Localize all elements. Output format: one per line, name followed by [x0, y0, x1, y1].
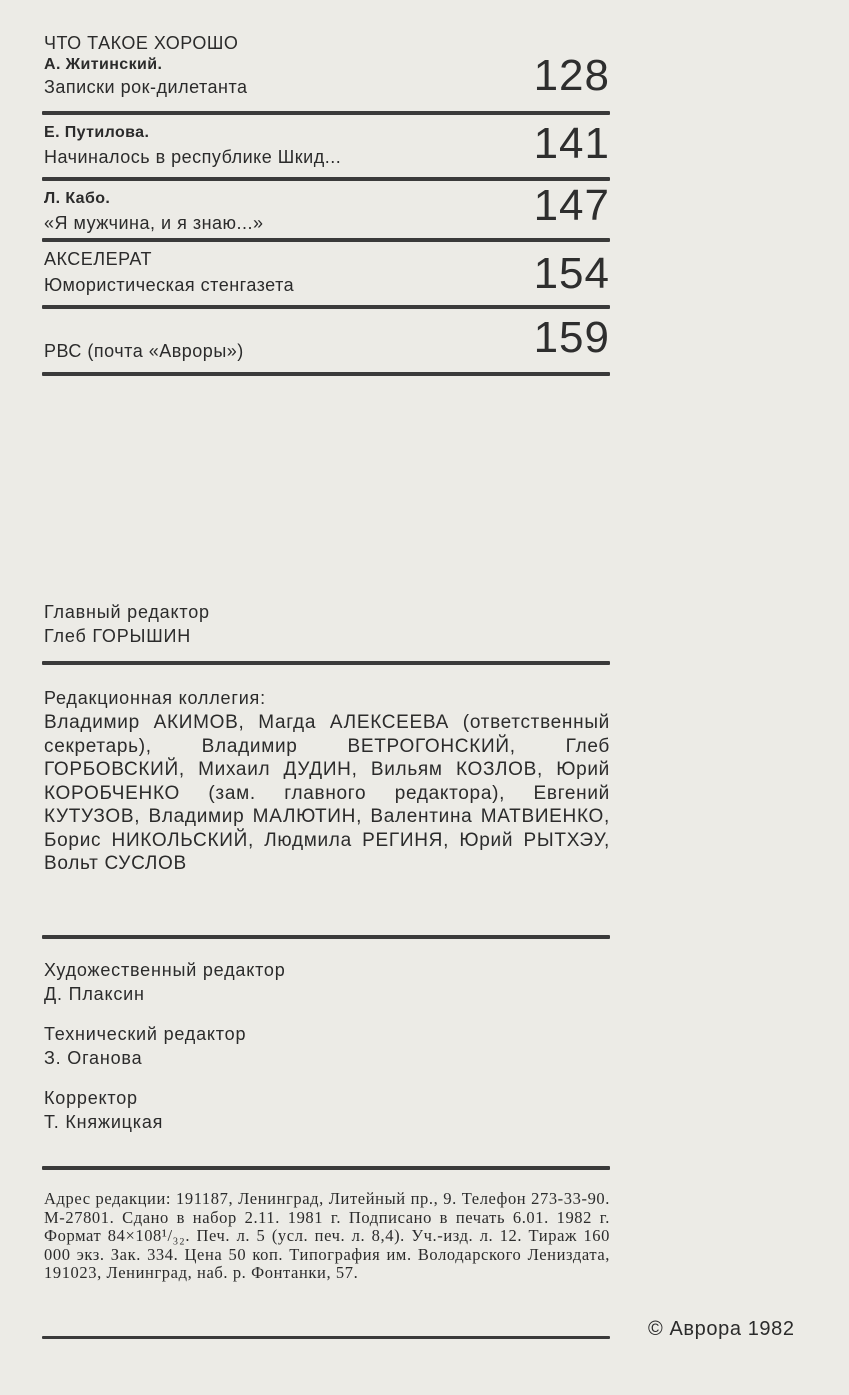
- divider: [42, 372, 610, 376]
- toc-entry: [44, 181, 610, 234]
- toc-entry: [44, 119, 610, 168]
- staff-block: [44, 958, 610, 1134]
- entry-author: Л. Кабо.: [44, 190, 111, 207]
- staff-role: Корректор: [44, 1088, 138, 1108]
- staff-entry: [44, 958, 610, 1006]
- imprint-text: Адрес редакции: 191187, Ленинград, Литейный пр., 9. Телефон 273-33-90. М-27801. Сдано в набор 2.11. 1981 г. Подписано в печать 6.01. 1982 г. Формат 84×108¹/₃₂. Печ. л. 5 (усл. печ. л. 8,4). Уч.-изд. л. 12. Тираж 160 000 экз. Зак. 334. Цена 50 коп. Типография им. Володарского Лениздата, 191023, Ленинград, наб. р. Фонтанки, 57.: [44, 1189, 610, 1282]
- board-members: Владимир АКИМОВ, Магда АЛЕКСЕЕВА (ответственный секретарь), Владимир ВЕТРОГОНСКИЙ, Глеб ГОРБОВСКИЙ, Михаил ДУДИН, Вильям КОЗЛОВ, Юрий КОРОБЧЕНКО (зам. главного редактора), Евгений КУТУЗОВ, Владимир МАЛЮТИН, Валентина МАТВИЕНКО, Борис НИКОЛЬСКИЙ, Людмила РЕГИНЯ, Юрий РЫТХЭУ, Вольт СУСЛОВ: [44, 712, 610, 874]
- toc-entry: [44, 248, 610, 296]
- page-number: 154: [533, 249, 610, 298]
- staff-name: З. Оганова: [44, 1048, 143, 1068]
- page-number: 159: [533, 313, 610, 362]
- entry-author: Е. Путилова.: [44, 124, 150, 141]
- entry-author: А. Житинский.: [44, 56, 163, 73]
- copyright: © Аврора 1982: [648, 1318, 795, 1340]
- toc-entry: [44, 32, 610, 98]
- divider: [42, 1336, 610, 1339]
- staff-name: Т. Княжицкая: [44, 1112, 164, 1132]
- divider: [42, 111, 610, 115]
- board-role: Редакционная коллегия:: [44, 688, 266, 708]
- entry-title: «Я мужчина, и я знаю...»: [44, 213, 264, 233]
- entry-title: Записки рок-дилетанта: [44, 77, 248, 97]
- divider: [42, 177, 610, 181]
- staff-entry: [44, 1086, 610, 1134]
- toc-entry: [44, 313, 610, 362]
- staff-role: Технический редактор: [44, 1024, 247, 1044]
- page-number: 147: [533, 181, 610, 230]
- editor-block: [44, 600, 610, 648]
- divider: [42, 935, 610, 939]
- divider: [42, 305, 610, 309]
- divider: [42, 1166, 610, 1170]
- editor-role: Главный редактор: [44, 602, 210, 622]
- divider: [42, 238, 610, 242]
- imprint-block: [44, 1190, 610, 1283]
- entry-title: Юмористическая стенгазета: [44, 275, 295, 295]
- editor-name: Глеб ГОРЫШИН: [44, 626, 192, 646]
- staff-role: Художественный редактор: [44, 960, 286, 980]
- board-block: [44, 686, 610, 876]
- page-number: 141: [533, 119, 610, 168]
- entry-title: Начиналось в республике Шкид...: [44, 147, 342, 167]
- entry-title: РВС (почта «Авроры»): [44, 341, 244, 361]
- section-heading: ЧТО ТАКОЕ ХОРОШО: [44, 33, 239, 53]
- divider: [42, 661, 610, 665]
- page-number: 128: [533, 51, 610, 100]
- staff-name: Д. Плаксин: [44, 984, 145, 1004]
- staff-entry: [44, 1022, 610, 1070]
- section-heading: АКСЕЛЕРАТ: [44, 249, 153, 269]
